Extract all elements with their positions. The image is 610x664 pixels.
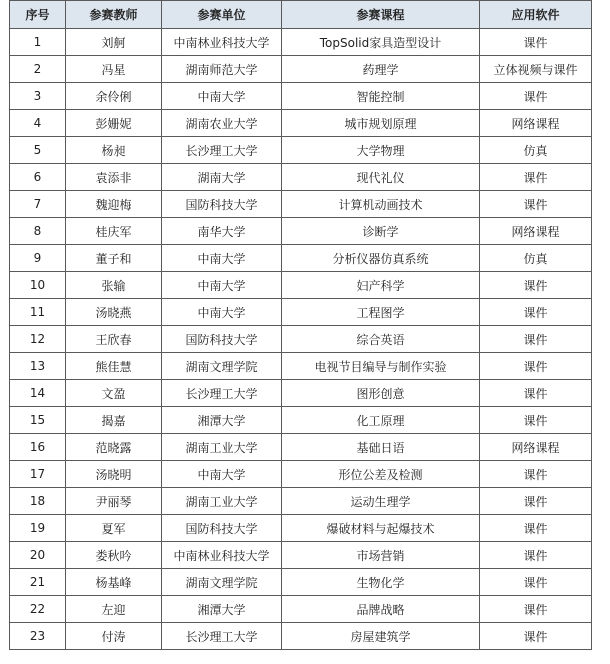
- cell-index: 18: [10, 488, 66, 515]
- cell-teacher: 董子和: [66, 245, 162, 272]
- cell-course: 城市规划原理: [282, 110, 480, 137]
- cell-software: 课件: [480, 623, 592, 650]
- header-row: [10, 1, 592, 29]
- cell-software: 课件: [480, 353, 592, 380]
- cell-course: 现代礼仪: [282, 164, 480, 191]
- cell-unit: 湖南农业大学: [162, 110, 282, 137]
- cell-course: 爆破材料与起爆技术: [282, 515, 480, 542]
- cell-course: 市场营销: [282, 542, 480, 569]
- cell-course: 妇产科学: [282, 272, 480, 299]
- cell-course: 生物化学: [282, 569, 480, 596]
- cell-unit: 长沙理工大学: [162, 137, 282, 164]
- cell-unit: 国防科技大学: [162, 191, 282, 218]
- cell-teacher: 汤晓明: [66, 461, 162, 488]
- cell-teacher: 付涛: [66, 623, 162, 650]
- cell-teacher: 杨基峰: [66, 569, 162, 596]
- cell-software: 课件: [480, 542, 592, 569]
- cell-index: 16: [10, 434, 66, 461]
- table-row: [10, 623, 592, 650]
- cell-unit: 长沙理工大学: [162, 380, 282, 407]
- cell-course: 工程图学: [282, 299, 480, 326]
- cell-unit: 国防科技大学: [162, 515, 282, 542]
- cell-teacher: 冯星: [66, 56, 162, 83]
- table-row: [10, 245, 592, 272]
- cell-teacher: 彭姗妮: [66, 110, 162, 137]
- cell-course: 房屋建筑学: [282, 623, 480, 650]
- table-row: [10, 569, 592, 596]
- table-row: [10, 596, 592, 623]
- cell-index: 1: [10, 29, 66, 56]
- cell-software: 课件: [480, 461, 592, 488]
- cell-teacher: 刘舸: [66, 29, 162, 56]
- cell-software: 仿真: [480, 245, 592, 272]
- cell-software: 网络课程: [480, 218, 592, 245]
- cell-unit: 国防科技大学: [162, 326, 282, 353]
- cell-software: 课件: [480, 191, 592, 218]
- cell-index: 9: [10, 245, 66, 272]
- cell-index: 23: [10, 623, 66, 650]
- table-row: [10, 488, 592, 515]
- cell-index: 8: [10, 218, 66, 245]
- cell-software: 课件: [480, 164, 592, 191]
- cell-course: 图形创意: [282, 380, 480, 407]
- table-row: [10, 218, 592, 245]
- cell-software: 课件: [480, 488, 592, 515]
- cell-teacher: 袁添非: [66, 164, 162, 191]
- cell-course: 智能控制: [282, 83, 480, 110]
- cell-course: 运动生理学: [282, 488, 480, 515]
- cell-teacher: 熊佳慧: [66, 353, 162, 380]
- cell-teacher: 杨昶: [66, 137, 162, 164]
- cell-index: 15: [10, 407, 66, 434]
- table-row: [10, 29, 592, 56]
- cell-unit: 湘潭大学: [162, 407, 282, 434]
- contest-results-table: [9, 0, 592, 650]
- cell-teacher: 娄秋吟: [66, 542, 162, 569]
- cell-software: 课件: [480, 380, 592, 407]
- header-course: 参赛课程: [282, 1, 480, 29]
- cell-course: 综合英语: [282, 326, 480, 353]
- cell-index: 11: [10, 299, 66, 326]
- header-teacher: 参赛教师: [66, 1, 162, 29]
- cell-index: 4: [10, 110, 66, 137]
- cell-unit: 湖南文理学院: [162, 569, 282, 596]
- table-row: [10, 272, 592, 299]
- table-row: [10, 83, 592, 110]
- header-unit: 参赛单位: [162, 1, 282, 29]
- cell-index: 19: [10, 515, 66, 542]
- cell-index: 7: [10, 191, 66, 218]
- cell-teacher: 范晓露: [66, 434, 162, 461]
- results-table-container: [9, 0, 592, 650]
- cell-index: 13: [10, 353, 66, 380]
- table-row: [10, 110, 592, 137]
- table-body: [10, 29, 592, 650]
- cell-course: 诊断学: [282, 218, 480, 245]
- table-row: [10, 542, 592, 569]
- header-index: 序号: [10, 1, 66, 29]
- table-row: [10, 191, 592, 218]
- cell-unit: 中南林业科技大学: [162, 542, 282, 569]
- cell-unit: 南华大学: [162, 218, 282, 245]
- cell-course: 大学物理: [282, 137, 480, 164]
- cell-teacher: 魏迎梅: [66, 191, 162, 218]
- cell-teacher: 夏军: [66, 515, 162, 542]
- cell-unit: 湖南文理学院: [162, 353, 282, 380]
- cell-teacher: 左迎: [66, 596, 162, 623]
- cell-teacher: 尹丽琴: [66, 488, 162, 515]
- cell-course: 计算机动画技术: [282, 191, 480, 218]
- cell-unit: 湘潭大学: [162, 596, 282, 623]
- cell-unit: 中南大学: [162, 461, 282, 488]
- cell-course: 基础日语: [282, 434, 480, 461]
- cell-teacher: 王欣春: [66, 326, 162, 353]
- cell-software: 课件: [480, 596, 592, 623]
- cell-unit: 中南林业科技大学: [162, 29, 282, 56]
- cell-course: 电视节目编导与制作实验: [282, 353, 480, 380]
- cell-index: 3: [10, 83, 66, 110]
- cell-teacher: 文盈: [66, 380, 162, 407]
- cell-index: 21: [10, 569, 66, 596]
- cell-software: 网络课程: [480, 434, 592, 461]
- cell-teacher: 汤晓燕: [66, 299, 162, 326]
- table-row: [10, 434, 592, 461]
- cell-index: 2: [10, 56, 66, 83]
- table-row: [10, 299, 592, 326]
- table-row: [10, 353, 592, 380]
- cell-index: 14: [10, 380, 66, 407]
- header-software: 应用软件: [480, 1, 592, 29]
- table-row: [10, 407, 592, 434]
- table-row: [10, 461, 592, 488]
- cell-unit: 湖南工业大学: [162, 434, 282, 461]
- cell-teacher: 张输: [66, 272, 162, 299]
- cell-software: 网络课程: [480, 110, 592, 137]
- cell-unit: 长沙理工大学: [162, 623, 282, 650]
- cell-software: 课件: [480, 83, 592, 110]
- cell-unit: 中南大学: [162, 245, 282, 272]
- cell-index: 22: [10, 596, 66, 623]
- cell-index: 12: [10, 326, 66, 353]
- cell-unit: 中南大学: [162, 299, 282, 326]
- cell-unit: 中南大学: [162, 83, 282, 110]
- cell-software: 课件: [480, 407, 592, 434]
- cell-unit: 中南大学: [162, 272, 282, 299]
- cell-index: 10: [10, 272, 66, 299]
- cell-course: 药理学: [282, 56, 480, 83]
- cell-index: 5: [10, 137, 66, 164]
- cell-index: 17: [10, 461, 66, 488]
- cell-software: 课件: [480, 326, 592, 353]
- cell-software: 课件: [480, 299, 592, 326]
- cell-course: TopSolid家具造型设计: [282, 29, 480, 56]
- table-row: [10, 515, 592, 542]
- cell-course: 化工原理: [282, 407, 480, 434]
- table-row: [10, 164, 592, 191]
- cell-software: 课件: [480, 272, 592, 299]
- table-row: [10, 326, 592, 353]
- cell-unit: 湖南工业大学: [162, 488, 282, 515]
- cell-course: 分析仪器仿真系统: [282, 245, 480, 272]
- cell-teacher: 余伶俐: [66, 83, 162, 110]
- table-row: [10, 380, 592, 407]
- cell-software: 仿真: [480, 137, 592, 164]
- table-row: [10, 137, 592, 164]
- cell-course: 形位公差及检测: [282, 461, 480, 488]
- cell-index: 6: [10, 164, 66, 191]
- cell-unit: 湖南大学: [162, 164, 282, 191]
- cell-course: 品牌战略: [282, 596, 480, 623]
- table-row: [10, 56, 592, 83]
- cell-software: 课件: [480, 29, 592, 56]
- cell-teacher: 揭嘉: [66, 407, 162, 434]
- cell-software: 课件: [480, 569, 592, 596]
- cell-software: 立体视频与课件: [480, 56, 592, 83]
- cell-teacher: 桂庆军: [66, 218, 162, 245]
- cell-software: 课件: [480, 515, 592, 542]
- cell-index: 20: [10, 542, 66, 569]
- cell-unit: 湖南师范大学: [162, 56, 282, 83]
